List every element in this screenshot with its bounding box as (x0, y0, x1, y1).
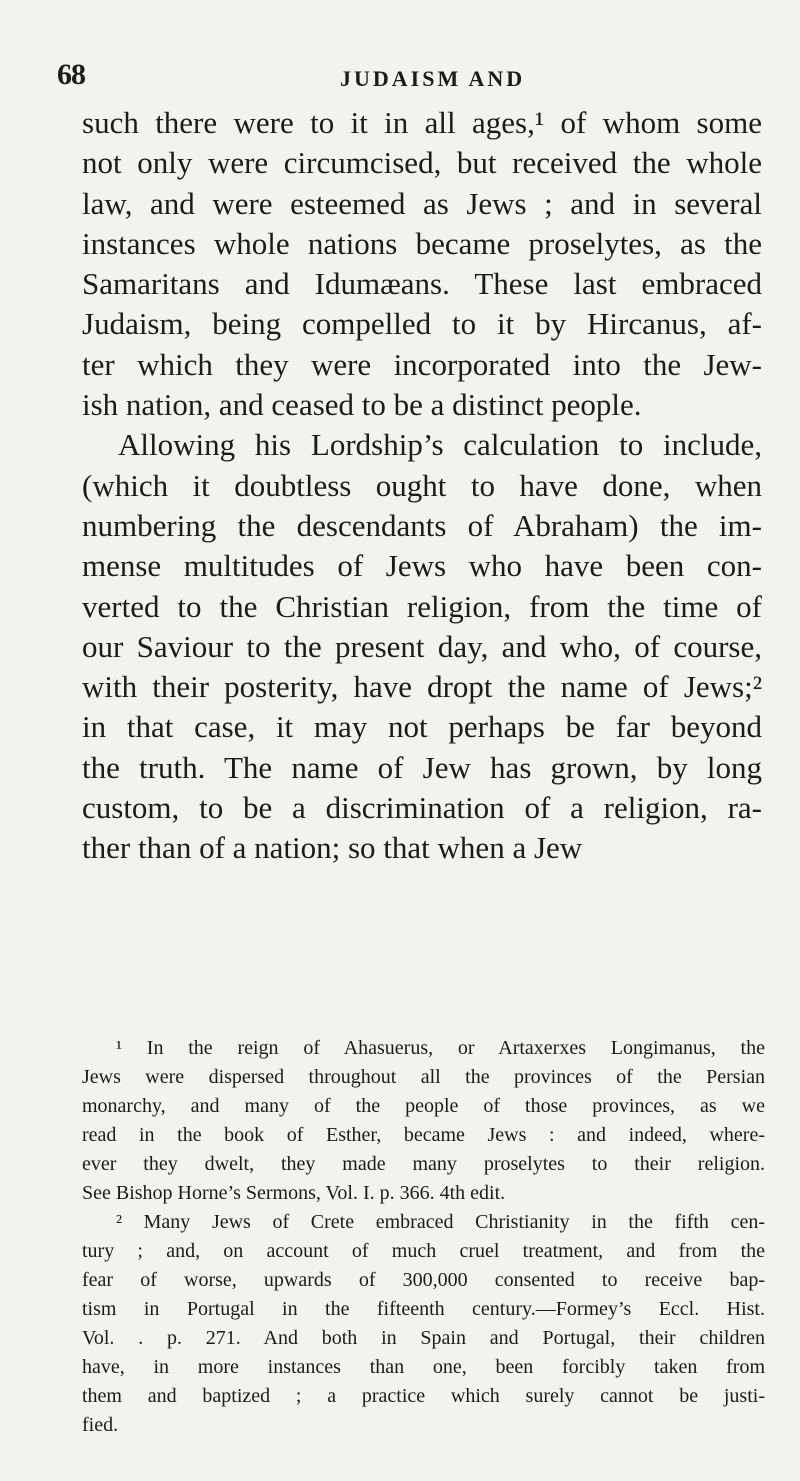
footnote-line: Vol. . p. 271. And both in Spain and Portugal, their children (82, 1327, 765, 1349)
footnotes (82, 1034, 765, 1440)
body-text (82, 103, 762, 869)
body-line: verted to the Christian religion, from the time of (82, 588, 762, 624)
body-line: Allowing his Lordship’s calculation to include, (118, 427, 762, 463)
body-line: instances whole nations became proselytes, as the (82, 225, 762, 261)
footnote-line: fied. (82, 1414, 119, 1436)
footnote-line: ¹ In the reign of Ahasuerus, or Artaxerxes Longimanus, the (116, 1037, 765, 1059)
body-line: Samaritans and Idumæans. These last embraced (82, 266, 762, 302)
body-line: law, and were esteemed as Jews ; and in several (82, 185, 762, 221)
footnote-line: have, in more instances than one, been forcibly taken from (82, 1356, 765, 1378)
footnote-line: monarchy, and many of the people of those provinces, as we (82, 1095, 765, 1117)
body-line: the truth. The name of Jew has grown, by long (82, 749, 762, 785)
body-line: (which it doubtless ought to have done, when (82, 467, 762, 503)
body-line: with their posterity, have dropt the name of Jews;² (82, 669, 762, 705)
footnote-line: ² Many Jews of Crete embraced Christianity in the fifth cen- (116, 1211, 765, 1233)
footnote-line: read in the book of Esther, became Jews : and indeed, where- (82, 1124, 765, 1146)
footnote-line: tism in Portugal in the fifteenth century.—Formey’s Eccl. Hist. (82, 1298, 765, 1320)
body-line: custom, to be a discrimination of a religion, ra- (82, 790, 762, 826)
body-line: in that case, it may not perhaps be far beyond (82, 709, 762, 745)
footnote-line: tury ; and, on account of much cruel treatment, and from the (82, 1240, 765, 1262)
body-line: mense multitudes of Jews who have been con- (82, 548, 762, 584)
body-line: ter which they were incorporated into the Jew- (82, 346, 762, 382)
body-line: ish nation, and ceased to be a distinct people. (82, 387, 642, 423)
running-head: JUDAISM AND (340, 66, 526, 91)
footnote-line: them and baptized ; a practice which surely cannot be justi- (82, 1385, 765, 1407)
footnote-line: fear of worse, upwards of 300,000 consented to receive bap- (82, 1269, 765, 1291)
body-line: numbering the descendants of Abraham) the im- (82, 507, 762, 543)
body-line: such there were to it in all ages,¹ of whom some (82, 105, 762, 140)
page-number: 68 (57, 58, 85, 91)
body-line: ther than of a nation; so that when a Jew (82, 830, 583, 866)
footnote-line: ever they dwelt, they made many proselytes to their religion. (82, 1153, 765, 1175)
body-line: Judaism, being compelled to it by Hircanus, af- (82, 306, 762, 342)
footnote-line: See Bishop Horne’s Sermons, Vol. I. p. 366. 4th edit. (82, 1182, 506, 1204)
body-line: not only were circumcised, but received the whole (82, 145, 762, 181)
footnote-line: Jews were dispersed throughout all the provinces of the Persian (82, 1066, 765, 1088)
body-line: our Saviour to the present day, and who, of course, (82, 628, 762, 664)
